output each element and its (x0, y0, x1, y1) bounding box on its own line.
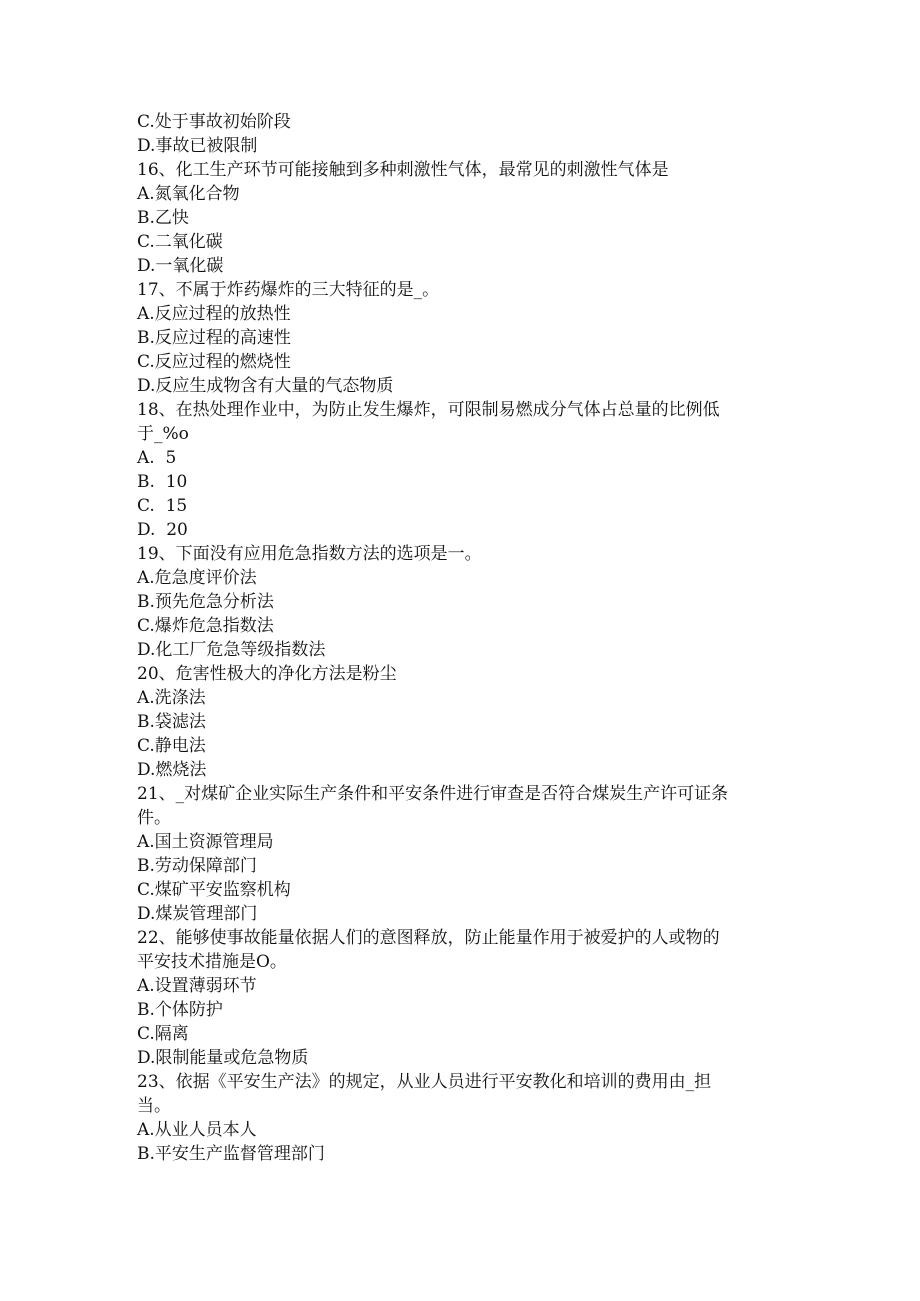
question-17-option-c: C.反应过程的燃烧性 (137, 352, 291, 372)
question-19-option-b: B.预先危急分析法 (137, 592, 274, 612)
question-21-option-a: A.国土资源管理局 (137, 832, 274, 852)
question-20-text: 20、危害性极大的净化方法是粉尘 (137, 664, 397, 684)
question-17-option-a: A.反应过程的放热性 (137, 304, 291, 324)
option-c-line: C.处于事故初始阶段 (137, 112, 291, 132)
question-22-option-a: A.设置薄弱环节 (137, 976, 257, 996)
question-18-option-d: D. 20 (137, 520, 188, 540)
question-21-option-d: D.煤炭管理部门 (137, 904, 258, 924)
question-19-text: 19、下面没有应用危急指数方法的选项是一。 (137, 544, 482, 564)
question-18-text-line-1: 18、在热处理作业中，为防止发生爆炸，可限制易燃成分气体占总量的比例低 (137, 400, 720, 420)
question-21-option-c: C.煤矿平安监察机构 (137, 880, 291, 900)
question-22-text-line-2: 平安技术措施是O。 (137, 952, 287, 972)
question-23-text-line-1: 23、依据《平安生产法》的规定，从业人员进行平安教化和培训的费用由_担 (137, 1072, 712, 1092)
question-19-option-d: D.化工厂危急等级指数法 (137, 640, 326, 660)
question-16-option-a: A.氮氧化合物 (137, 184, 240, 204)
question-20-option-a: A.洗涤法 (137, 688, 206, 708)
question-18-option-a: A. 5 (137, 448, 177, 468)
question-19-option-a: A.危急度评价法 (137, 568, 257, 588)
question-20-option-d: D.燃烧法 (137, 760, 207, 780)
question-23-option-b: B.平安生产监督管理部门 (137, 1144, 325, 1164)
question-20-option-c: C.静电法 (137, 736, 206, 756)
question-19-option-c: C.爆炸危急指数法 (137, 616, 274, 636)
question-16-option-c: C.二氧化碳 (137, 232, 223, 252)
question-16-option-d: D.一氧化碳 (137, 256, 224, 276)
question-21-text-line-1: 21、_对煤矿企业实际生产条件和平安条件进行审查是否符合煤炭生产许可证条 (137, 784, 729, 804)
question-17-option-b: B.反应过程的高速性 (137, 328, 291, 348)
question-22-option-c: C.隔离 (137, 1024, 189, 1044)
question-21-text-line-2: 件。 (137, 808, 171, 828)
option-d-line: D.事故已被限制 (137, 136, 258, 156)
question-22-text-line-1: 22、能够使事故能量依据人们的意图释放，防止能量作用于被爱护的人或物的 (137, 928, 720, 948)
question-17-text: 17、不属于炸药爆炸的三大特征的是_。 (137, 280, 440, 300)
question-23-text-line-2: 当。 (137, 1096, 171, 1116)
question-list (137, 110, 797, 1166)
question-23-option-a: A.从业人员本人 (137, 1120, 257, 1140)
question-22-option-b: B.个体防护 (137, 1000, 223, 1020)
question-22-option-d: D.限制能量或危急物质 (137, 1048, 309, 1068)
question-20-option-b: B.袋滤法 (137, 712, 206, 732)
question-17-option-d: D.反应生成物含有大量的气态物质 (137, 376, 394, 396)
question-21-option-b: B.劳动保障部门 (137, 856, 257, 876)
question-18-option-b: B. 10 (137, 472, 188, 492)
question-16-text: 16、化工生产环节可能接触到多种刺激性气体，最常见的刺激性气体是 (137, 160, 669, 180)
question-18-text-line-2: 于_%o (137, 424, 189, 444)
question-16-option-b: B.乙快 (137, 208, 189, 228)
question-18-option-c: C. 15 (137, 496, 188, 516)
